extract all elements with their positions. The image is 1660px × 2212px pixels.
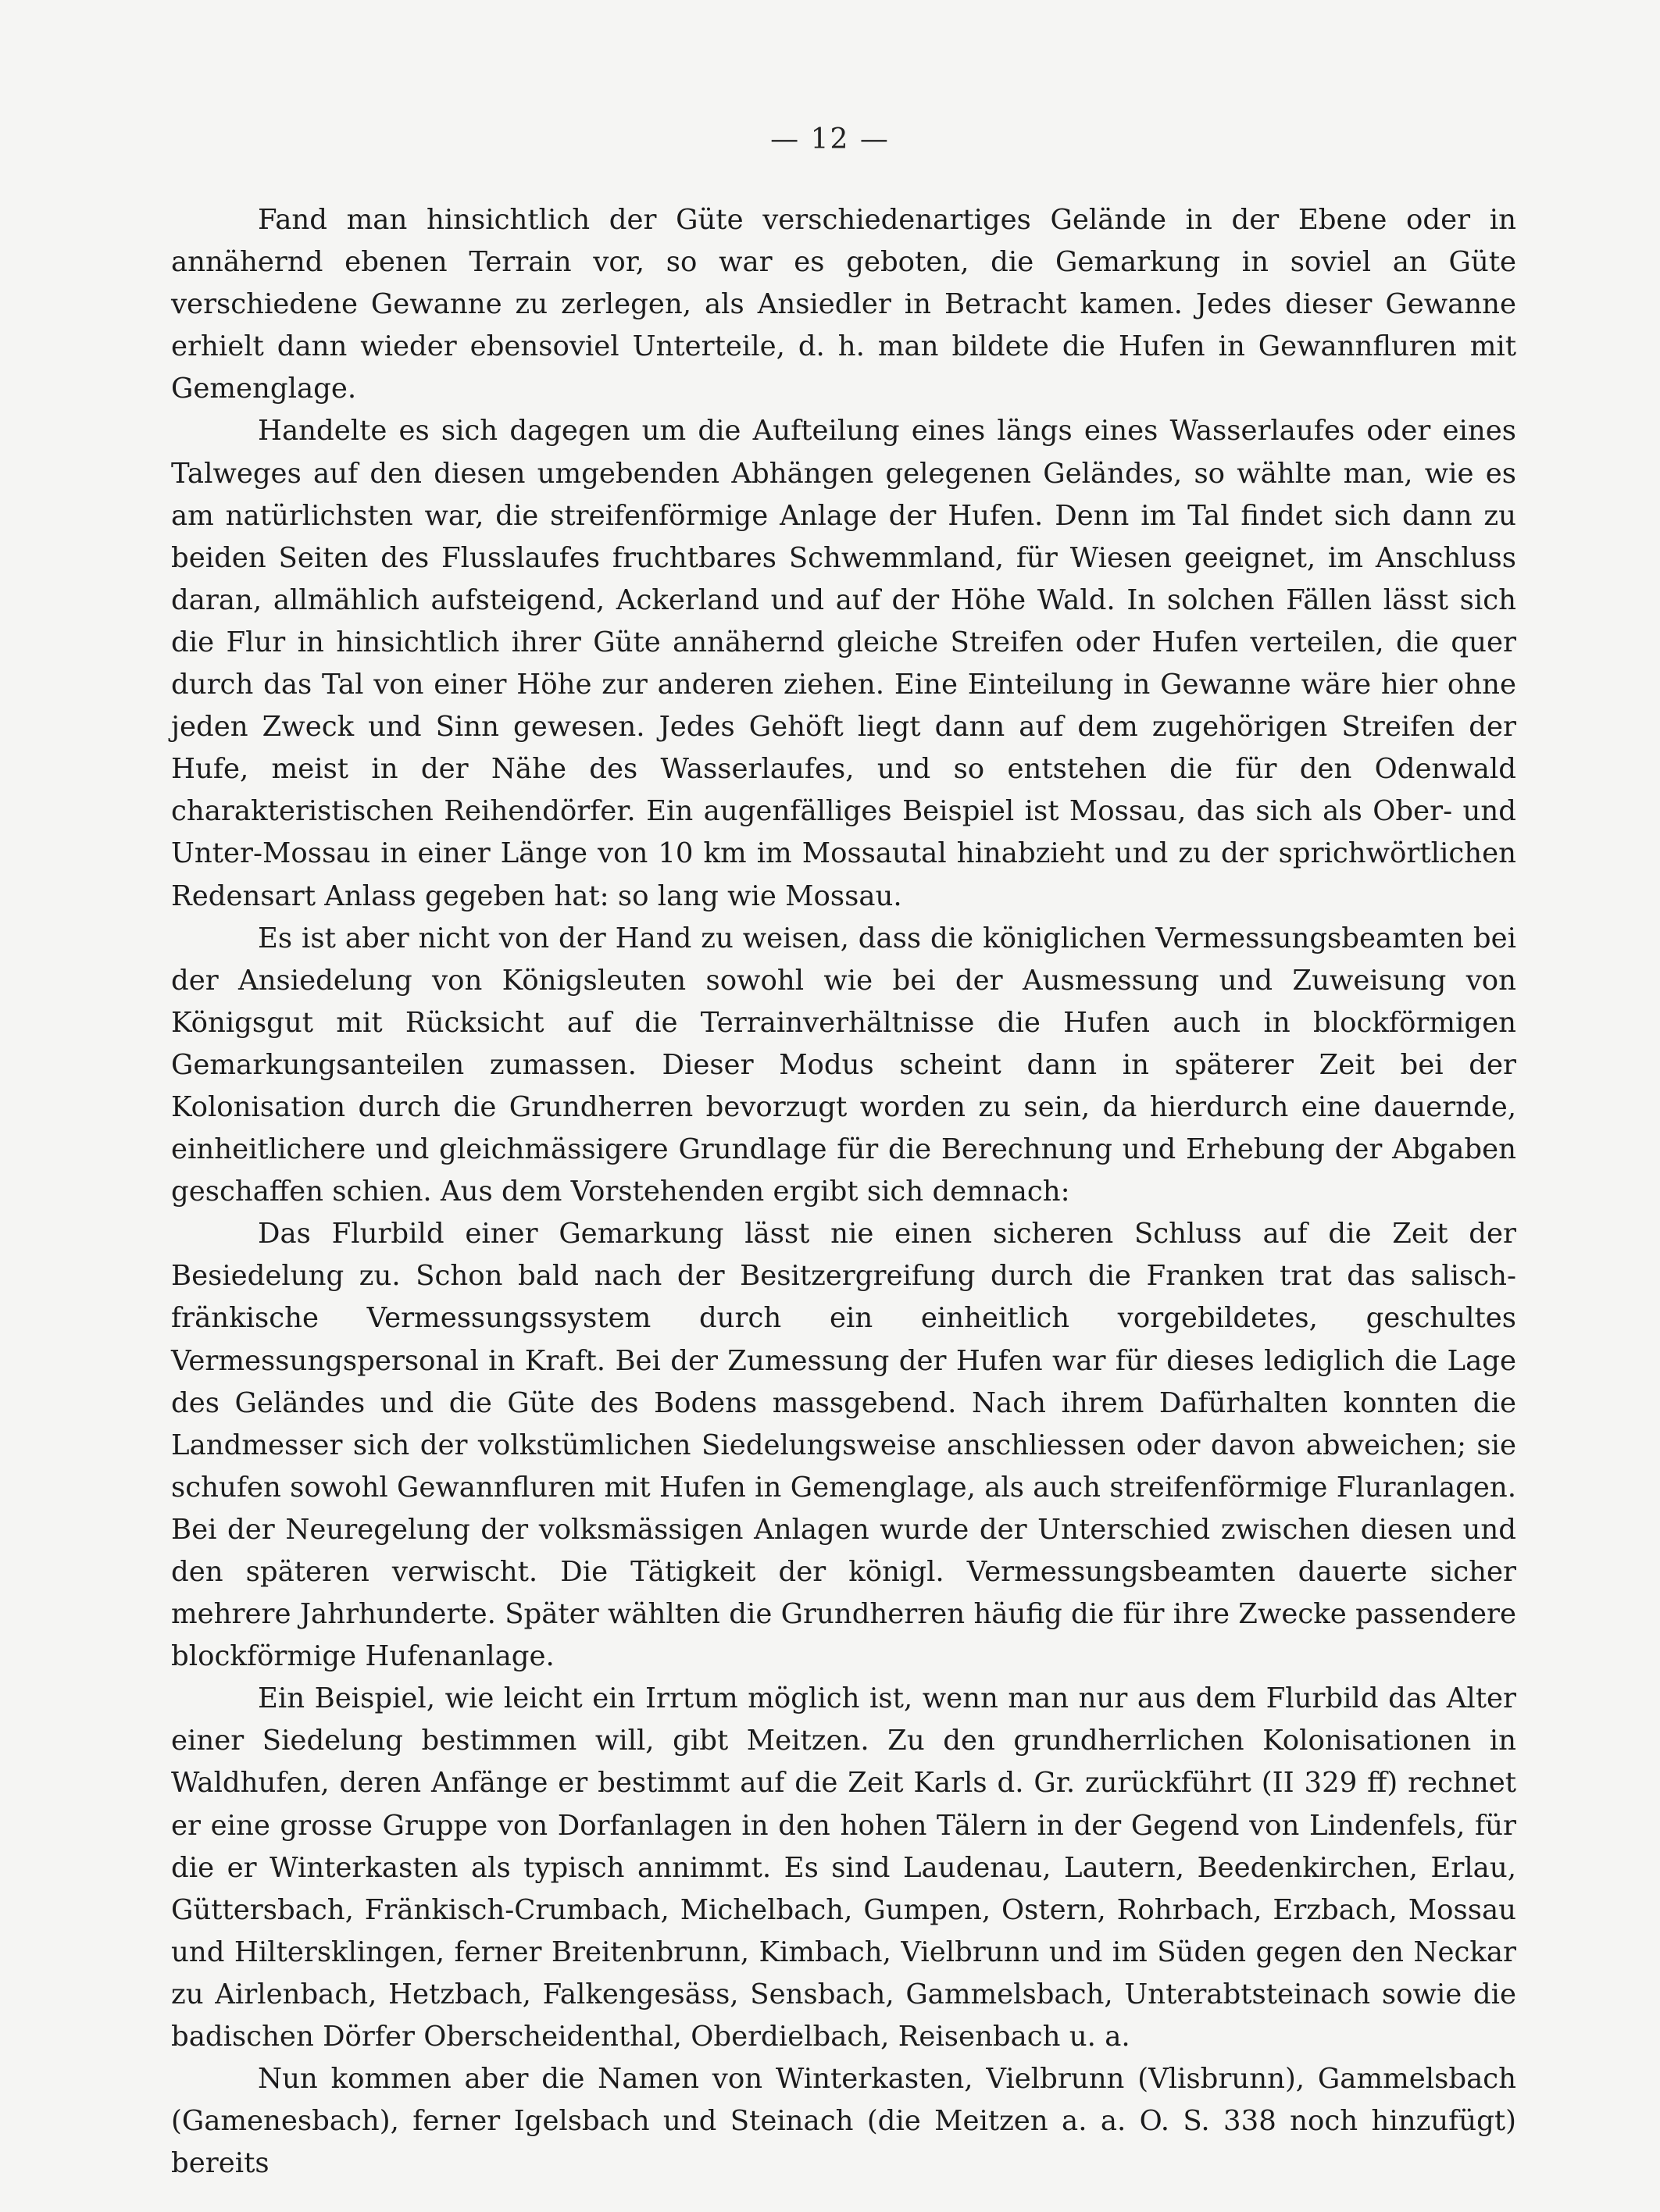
body-text [171,199,1516,2185]
paragraph: Es ist aber nicht von der Hand zu weisen, dass die königlichen Vermessungsbeamten bei der Ansiedelung von Königsleuten sowohl wie bei der Ausmessung und Zuweisung von Königsgut mit Rücksicht auf die Terrainverhältnisse die Hufen auch in blockförmigen Gemarkungsanteilen zumassen. Dieser Modus scheint dann in späterer Zeit bei der Kolonisation durch die Grundherren bevorzugt worden zu sein, da hierdurch eine dauernde, einheitlichere und gleichmässigere Grundlage für die Berechnung und Erhebung der Abgaben geschaffen schien. Aus dem Vorstehenden ergibt sich demnach: [171,922,1516,1208]
paragraph: Ein Beispiel, wie leicht ein Irrtum möglich ist, wenn man nur aus dem Flurbild das Alter einer Siedelung bestimmen will, gibt Meitzen. Zu den grundherrlichen Kolonisationen in Waldhufen, deren Anfänge er bestimmt auf die Zeit Karls d. Gr. zurückführt (II 329 ff) rechnet er eine grosse Gruppe von Dorfanlagen in den hohen Tälern in der Gegend von Lindenfels, für die er Winterkasten als typisch annimmt. Es sind Laudenau, Lautern, Beedenkirchen, Erlau, Güttersbach, Fränkisch-Crumbach, Michelbach, Gumpen, Ostern, Rohrbach, Erzbach, Mossau und Hiltersklingen, ferner Breitenbrunn, Kimbach, Vielbrunn und im Süden gegen den Neckar zu Airlenbach, Hetzbach, Falkengesäss, Sensbach, Gammelsbach, Unterabtsteinach sowie die badischen Dörfer Oberscheidenthal, Oberdielbach, Reisenbach u. a. [171,1682,1516,2053]
page-number: — 12 — [770,123,890,155]
paragraph: Fand man hinsichtlich der Güte verschiedenartiges Gelände in der Ebene oder in annähernd ebenen Terrain vor, so war es geboten, die Gemarkung in soviel an Güte verschiedene Gewanne zu zerlegen, als Ansiedler in Betracht kamen. Jedes dieser Gewanne erhielt dann wieder ebensoviel Unterteile, d. h. man bildete die Hufen in Gewannfluren mit Gemenglage. [171,204,1516,405]
paragraph: Das Flurbild einer Gemarkung lässt nie einen sicheren Schluss auf die Zeit der Besiedelung zu. Schon bald nach der Besitzergreifung durch die Franken trat das salisch-fränkische Vermessungssystem durch ein einheitlich vorgebildetes, geschultes Vermessungspersonal in Kraft. Bei der Zumessung der Hufen war für dieses lediglich die Lage des Geländes und die Güte des Bodens massgebend. Nach ihrem Dafürhalten konnten die Landmesser sich der volkstümlichen Siedelungsweise anschliessen oder davon abweichen; sie schufen sowohl Gewannfluren mit Hufen in Gemenglage, als auch streifenförmige Fluranlagen. Bei der Neuregelung der volksmässigen Anlagen wurde der Unterschied zwischen diesen und den späteren verwischt. Die Tätigkeit der königl. Vermessungsbeamten dauerte sicher mehrere Jahrhunderte. Später wählten die Grundherren häufig die für ihre Zwecke passendere blockförmige Hufenanlage. [171,1218,1516,1673]
paragraph: Handelte es sich dagegen um die Aufteilung eines längs eines Wasserlaufes oder eines Talweges auf den diesen umgebenden Abhängen gelegenen Geländes, so wählte man, wie es am natürlichsten war, die streifenförmige Anlage der Hufen. Denn im Tal findet sich dann zu beiden Seiten des Flusslaufes fruchtbares Schwemmland, für Wiesen geeignet, im Anschluss daran, allmählich aufsteigend, Ackerland und auf der Höhe Wald. In solchen Fällen lässt sich die Flur in hinsichtlich ihrer Güte annähernd gleiche Streifen oder Hufen verteilen, die quer durch das Tal von einer Höhe zur anderen ziehen. Eine Einteilung in Gewanne wäre hier ohne jeden Zweck und Sinn gewesen. Jedes Gehöft liegt dann auf dem zugehörigen Streifen der Hufe, meist in der Nähe des Wasserlaufes, und so entstehen die für den Odenwald charakteristischen Reihendörfer. Ein augenfälliges Beispiel ist Mossau, das sich als Ober- und Unter-Mossau in einer Länge von 10 km im Mossautal hinabzieht und zu der sprichwörtlichen Redensart Anlass gegeben hat: so lang wie Mossau. [171,415,1516,912]
paragraph: Nun kommen aber die Namen von Winterkasten, Vielbrunn (Vlisbrunn), Gammelsbach (Gamenesbach), ferner Igelsbach und Steinach (die Meitzen a. a. O. S. 338 noch hinzufügt) bereits [171,2063,1516,2180]
